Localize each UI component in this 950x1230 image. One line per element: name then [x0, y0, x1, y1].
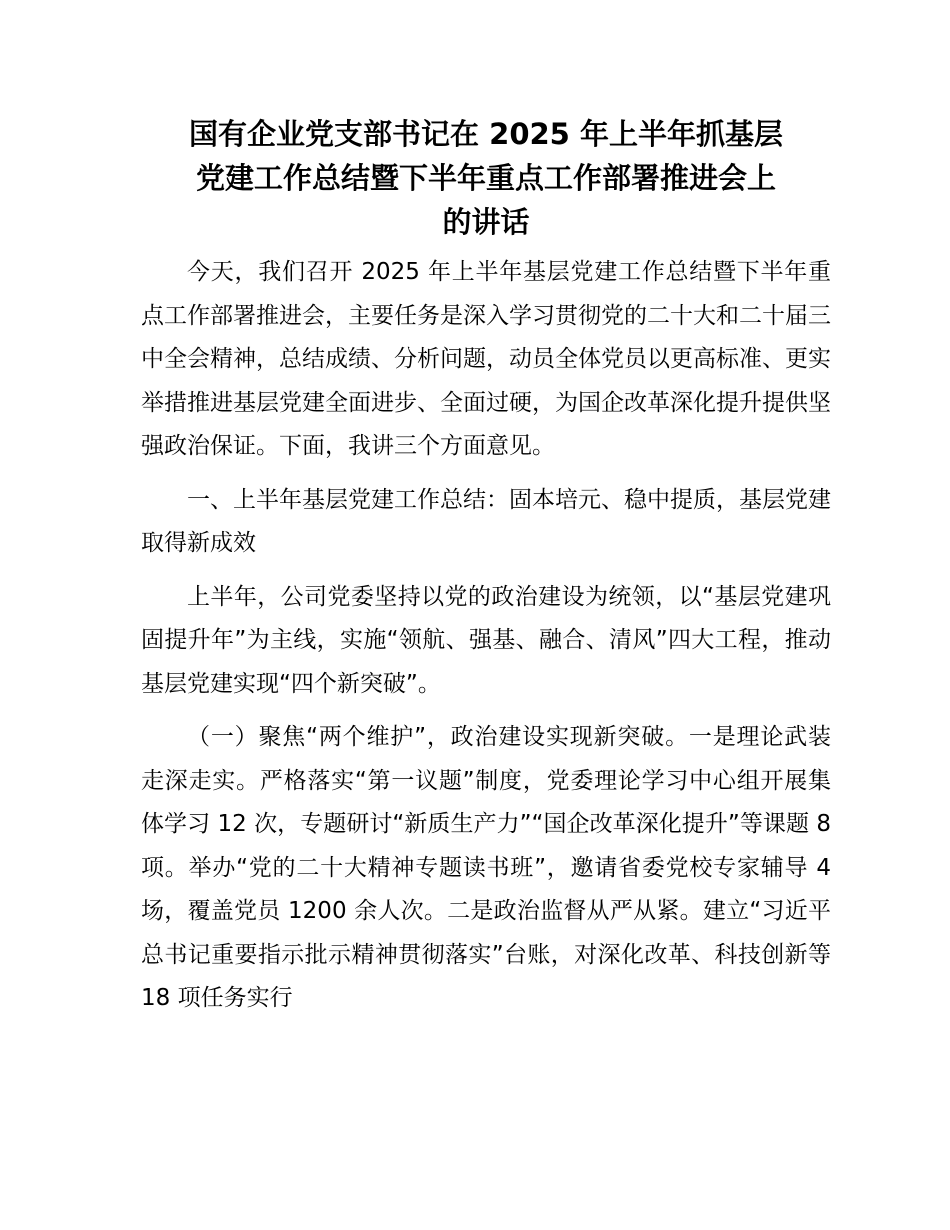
paragraph-summary: 上半年，公司党委坚持以党的政治建设为统领，以“基层党建巩固提升年”为主线，实施“领航、强基、融合、清风”四大工程，推动基层党建实现“四个新突破”。	[141, 583, 831, 697]
paragraph-political-construction: （一）聚焦“两个维护”，政治建设实现新突破。一是理论武装走深走实。严格落实“第一议题”制度，党委理论学习中心组开展集体学习 12 次，专题研讨“新质生产力”“国企改革深化提升”等课题 8 项。举办“党的二十大精神专题读书班”，邀请省委党校专家辅导 4 场，覆盖党员 1200 余人次。二是政治监督从严从紧。建立“习近平总书记重要指示批示精神贯彻落实”台账，对深化改革、科技创新等 18 项任务实行	[141, 724, 831, 1011]
document-body	[141, 251, 831, 1021]
document-title	[141, 112, 831, 244]
section-heading-1: 一、上半年基层党建工作总结：固本培元、稳中提质，基层党建取得新成效	[141, 486, 831, 556]
document-page	[141, 112, 831, 1031]
title-line-3: 的讲话	[442, 205, 530, 239]
paragraph-intro: 今天，我们召开 2025 年上半年基层党建工作总结暨下半年重点工作部署推进会，主要任务是深入学习贯彻党的二十大和二十届三中全会精神，总结成绩、分析问题，动员全体党员以更高标准、更实举措推进基层党建全面进步、全面过硬，为国企改革深化提升提供坚强政治保证。下面，我讲三个方面意见。	[141, 259, 831, 459]
title-line-1: 国有企业党支部书记在 2025 年上半年抓基层	[189, 117, 783, 151]
title-line-2: 党建工作总结暨下半年重点工作部署推进会上	[195, 161, 776, 195]
